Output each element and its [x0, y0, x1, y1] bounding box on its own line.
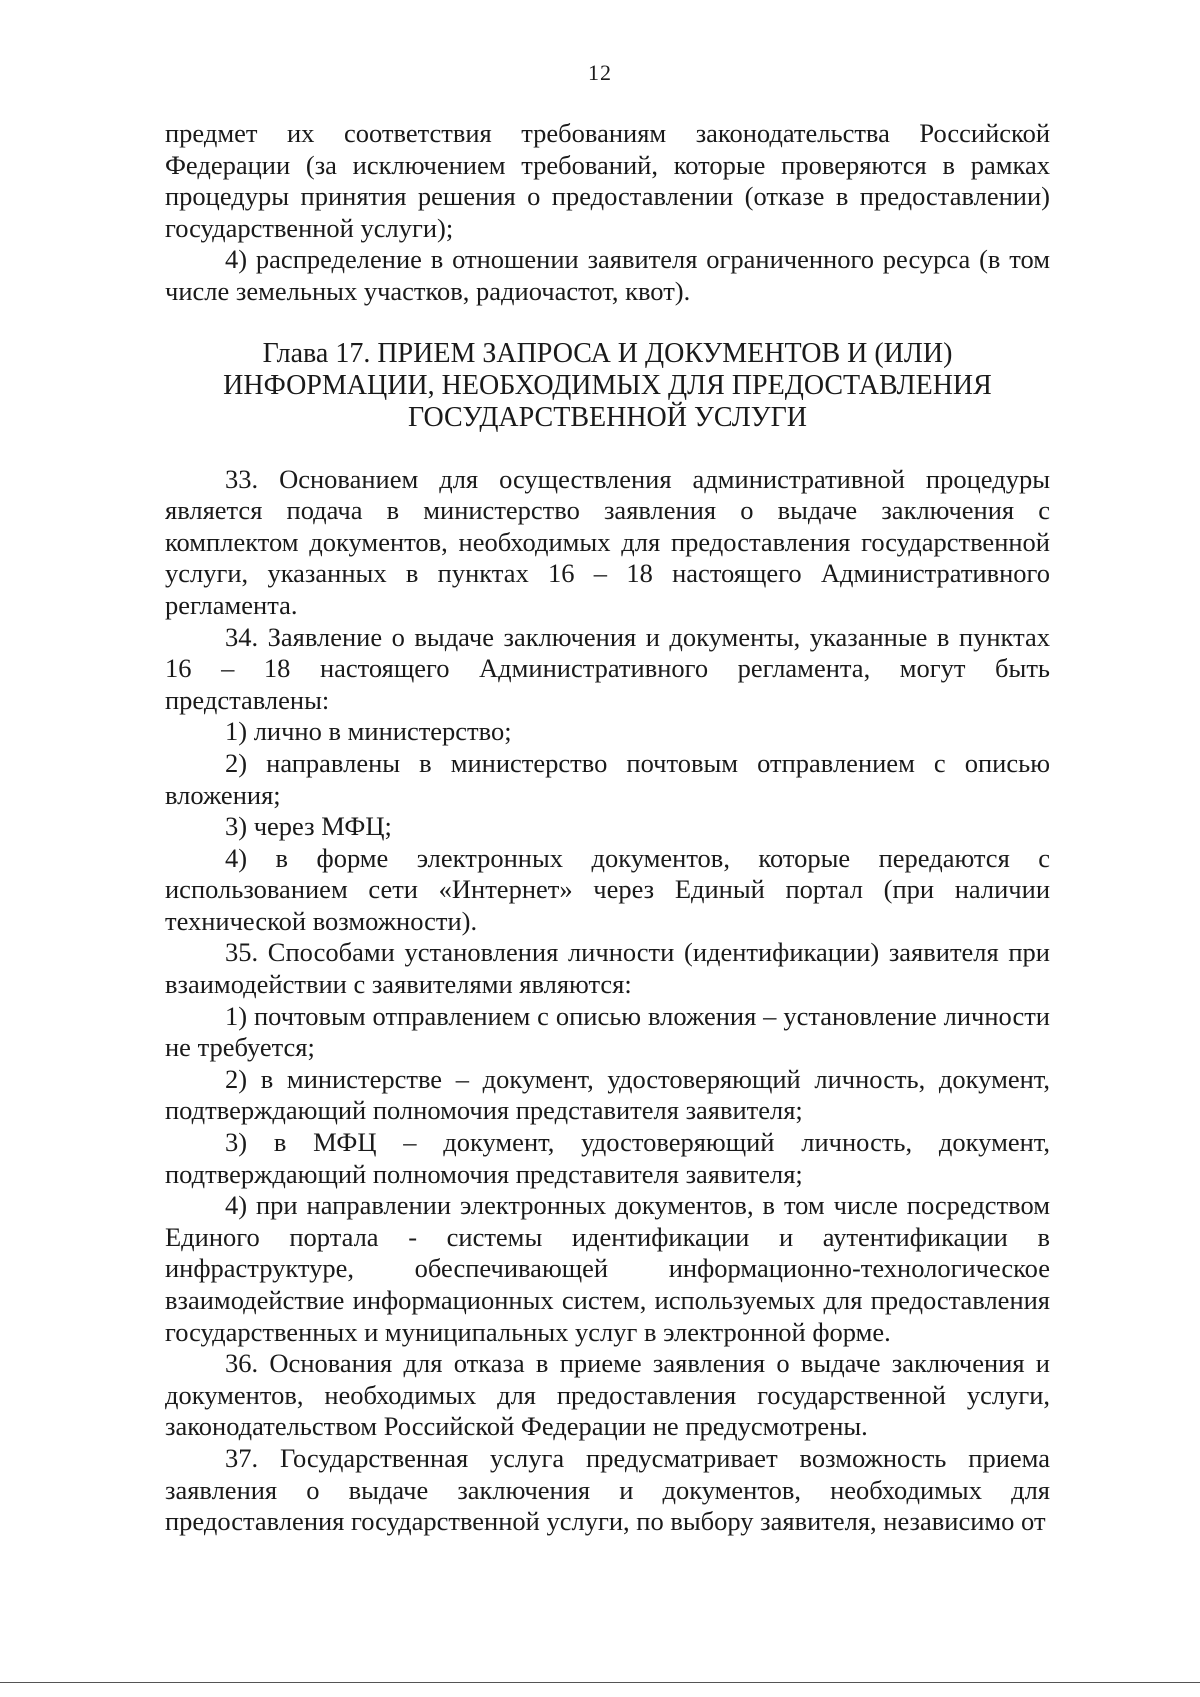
list-item: 4) в форме электронных документов, которые передаются с использованием сети «Интернет» через Единый портал (при наличии технической возможности). — [165, 842, 1050, 936]
list-item: 2) направлены в министерство почтовым отправлением с описью вложения; — [165, 747, 1050, 810]
chapter-heading: Глава 17. ПРИЕМ ЗАПРОСА И ДОКУМЕНТОВ И (ИЛИ) ИНФОРМАЦИИ, НЕОБХОДИМЫХ ДЛЯ ПРЕДОСТАВЛЕНИЯ ГОСУДАРСТВЕННОЙ УСЛУГИ — [223, 337, 992, 433]
page-number: 12 — [588, 60, 612, 85]
list-item: 4) при направлении электронных документов, в том числе посредством Единого портала - системы идентификации и аутентификации в инфраструктуре, обеспечивающей информационно-технологическое взаимодействие информационных систем, используемых для предоставления государственных и муниципальных услуг в электронной форме. — [165, 1190, 1050, 1347]
paragraph: предмет их соответствия требованиям законодательства Российской Федерации (за исключением требований, которые проверяются в рамках процедуры принятия решения о предоставлении (отказе в предоставлении) государственной услуги); — [165, 118, 1050, 243]
paragraph: 4) распределение в отношении заявителя ограниченного ресурса (в том числе земельных участков, радиочастот, квот). — [165, 244, 1050, 306]
paragraph: 37. Государственная услуга предусматривает возможность приема заявления о выдаче заключения и документов, необходимых для предоставления государственной услуги, по выбору заявителя, независимо от — [165, 1442, 1050, 1537]
paragraph: 36. Основания для отказа в приеме заявления о выдаче заключения и документов, необходимых для предоставления государственной услуги, законодательством Российской Федерации не предусмотрены. — [165, 1348, 1050, 1442]
paragraph: 33. Основанием для осуществления административной процедуры является подача в министерство заявления о выдаче заключения с комплектом документов, необходимых для предоставления государственной услуги, указанных в пунктах 16 – 18 настоящего Административного регламента. — [165, 463, 1050, 620]
paragraph: 34. Заявление о выдаче заключения и документы, указанные в пунктах 16 – 18 настоящего Административного регламента, могут быть представлены: — [165, 621, 1050, 715]
list-item: 3) в МФЦ – документ, удостоверяющий личность, документ, подтверждающий полномочия представителя заявителя; — [165, 1127, 1050, 1189]
document-body — [165, 118, 1050, 1538]
bottom-edge-line — [0, 1682, 1200, 1683]
list-item: 1) лично в министерство; — [225, 716, 512, 747]
list-item: 2) в министерстве – документ, удостоверяющий личность, документ, подтверждающий полномочия представителя заявителя; — [165, 1063, 1050, 1126]
paragraph: 35. Способами установления личности (идентификации) заявителя при взаимодействии с заявителями являются: — [165, 937, 1050, 1000]
list-item: 3) через МФЦ; — [225, 811, 392, 842]
list-item: 1) почтовым отправлением с описью вложения – установление личности не требуется; — [165, 1000, 1050, 1063]
